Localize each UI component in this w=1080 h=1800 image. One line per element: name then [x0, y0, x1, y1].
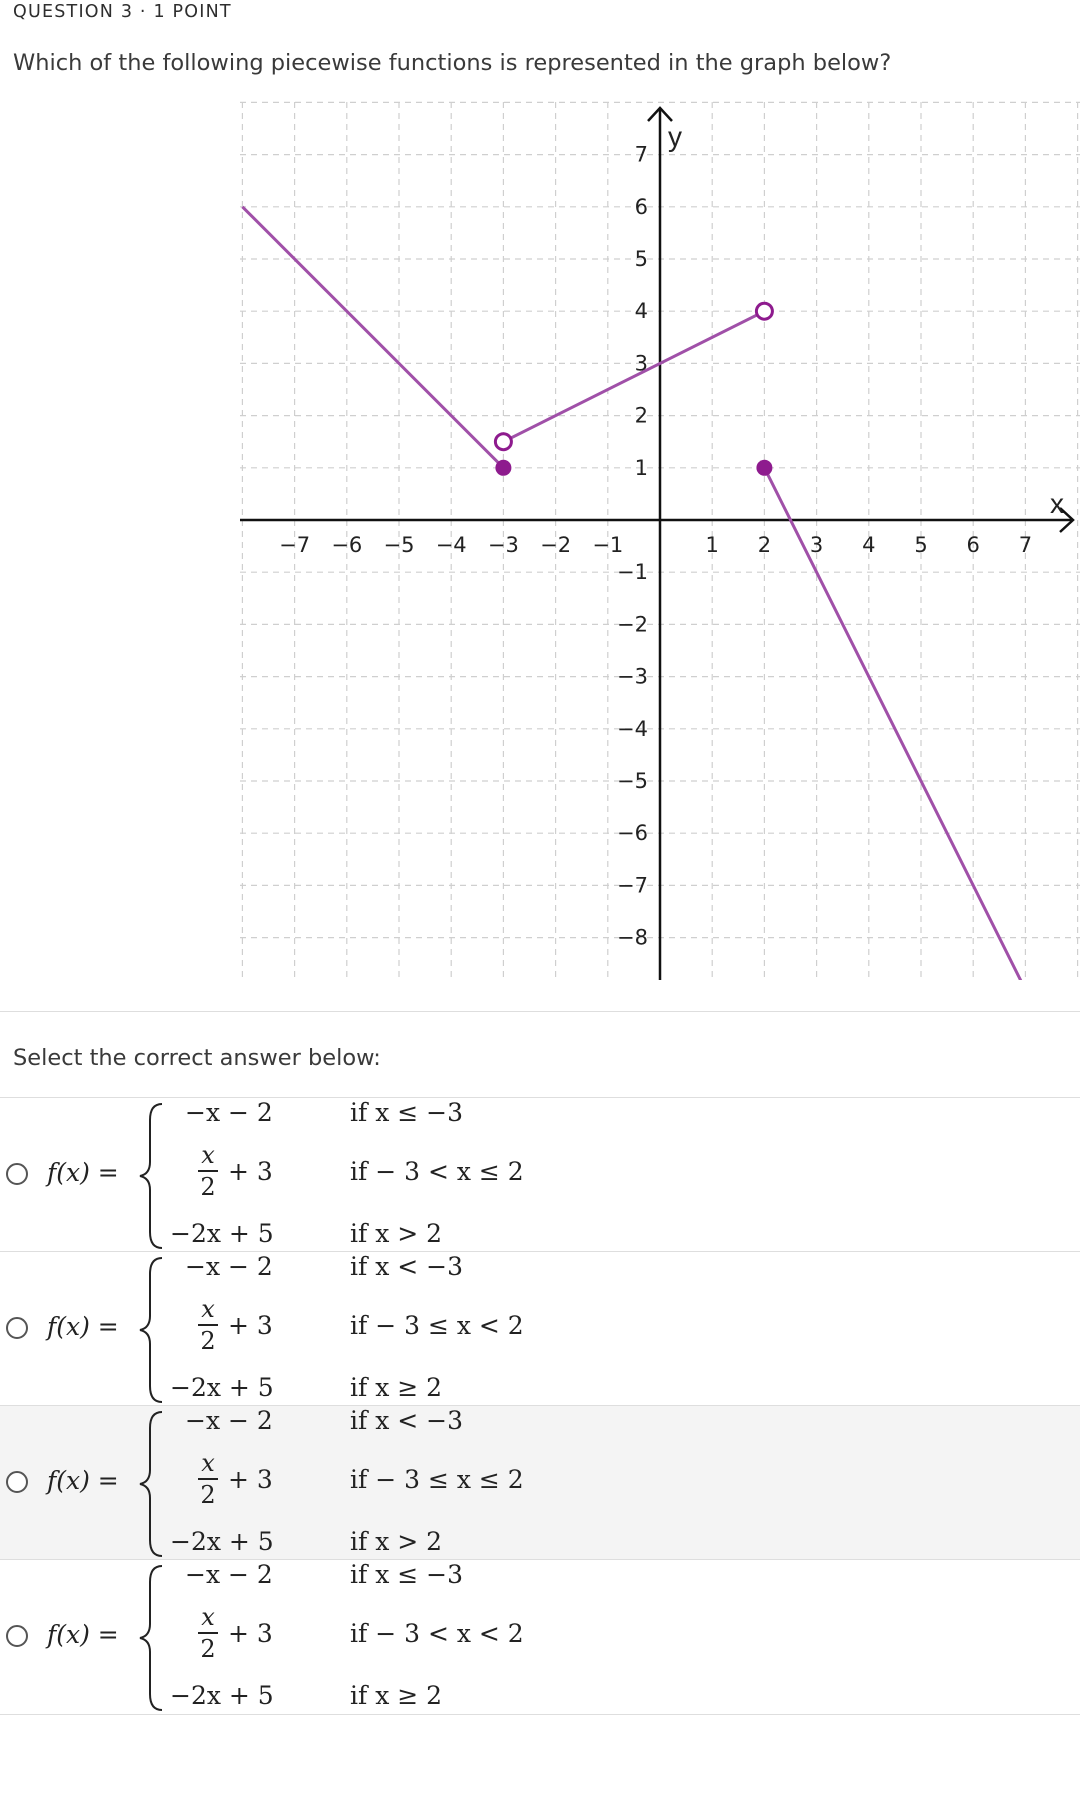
- y-tick-label: −6: [617, 821, 648, 846]
- radio-button[interactable]: [6, 1317, 28, 1339]
- y-tick-label: −2: [617, 612, 648, 637]
- x-tick-label: −4: [435, 533, 467, 557]
- function-label: f(x) =: [47, 1620, 119, 1649]
- y-tick-label: 7: [634, 142, 648, 167]
- left-brace: [138, 1562, 168, 1712]
- piece-1-condition: if x ≤ −3: [350, 1560, 463, 1589]
- y-tick-label: 6: [634, 194, 648, 219]
- fraction-denominator: 2: [200, 1172, 216, 1201]
- left-brace: [138, 1408, 168, 1558]
- piece-3-condition: if x > 2: [350, 1527, 443, 1556]
- open-endpoint: [756, 303, 772, 319]
- left-brace: [138, 1100, 168, 1250]
- fraction-x-over-2: [198, 1142, 218, 1200]
- x-tick-label: −1: [592, 533, 624, 557]
- fraction-x-over-2: [198, 1604, 218, 1662]
- y-axis-label: y: [668, 121, 682, 152]
- function-label: f(x) =: [47, 1312, 119, 1341]
- fraction-denominator: 2: [200, 1480, 216, 1509]
- y-tick-label: −4: [617, 716, 648, 741]
- piece-1-expression: −x − 2: [185, 1098, 273, 1127]
- piece-1-expression: −x − 2: [185, 1406, 273, 1435]
- piece-2-condition: if − 3 ≤ x ≤ 2: [350, 1465, 524, 1494]
- fraction-numerator: x: [201, 1141, 215, 1169]
- piece-2-condition: if − 3 < x ≤ 2: [350, 1157, 524, 1186]
- piece-2-condition: if − 3 ≤ x < 2: [350, 1311, 524, 1340]
- piece-2-expression: + 3: [228, 1157, 273, 1186]
- fraction-denominator: 2: [200, 1326, 216, 1355]
- x-tick-label: 3: [809, 533, 824, 557]
- piece-3-expression: −2x + 5: [170, 1373, 274, 1402]
- piece-2-expression: + 3: [228, 1465, 273, 1494]
- piece-3-condition: if x > 2: [350, 1219, 443, 1248]
- y-tick-label: 3: [634, 351, 648, 376]
- piece-2-expression: + 3: [228, 1311, 273, 1340]
- answer-option-1[interactable]: [0, 1097, 1080, 1252]
- radio-button[interactable]: [6, 1163, 28, 1185]
- open-endpoint: [495, 434, 511, 450]
- y-tick-label: −1: [617, 560, 648, 585]
- y-tick-label: −5: [617, 769, 648, 793]
- fraction-numerator: x: [201, 1449, 215, 1477]
- y-tick-label: 1: [634, 455, 648, 480]
- x-tick-label: −5: [383, 533, 415, 557]
- fraction-x-over-2: [198, 1450, 218, 1508]
- graph-divider: [0, 1011, 1080, 1012]
- piece-2-condition: if − 3 < x < 2: [350, 1619, 524, 1648]
- x-tick-label: 5: [914, 533, 928, 557]
- x-tick-label: −3: [487, 533, 519, 557]
- x-tick-label: 4: [862, 533, 876, 557]
- closed-endpoint: [756, 460, 772, 476]
- answer-option-2[interactable]: [0, 1251, 1080, 1406]
- left-brace: [138, 1254, 168, 1404]
- fraction-denominator: 2: [200, 1634, 216, 1663]
- piece-1-condition: if x < −3: [350, 1252, 463, 1281]
- x-axis-label: x: [1050, 488, 1064, 519]
- piece-3-expression: −2x + 5: [170, 1219, 274, 1248]
- graph-segment-1: [242, 207, 503, 468]
- piece-3-expression: −2x + 5: [170, 1527, 274, 1556]
- x-tick-label: 7: [1018, 533, 1033, 557]
- fraction-x-over-2: [198, 1296, 218, 1354]
- piece-3-condition: if x ≥ 2: [350, 1373, 443, 1402]
- piece-1-expression: −x − 2: [185, 1560, 273, 1589]
- y-tick-label: 5: [634, 247, 648, 271]
- function-label: f(x) =: [47, 1158, 119, 1187]
- x-tick-label: 1: [705, 533, 719, 557]
- x-tick-label: 6: [966, 533, 980, 557]
- fraction-numerator: x: [201, 1295, 215, 1323]
- fraction-numerator: x: [201, 1603, 215, 1631]
- x-tick-label: −7: [279, 533, 311, 557]
- function-label: f(x) =: [47, 1466, 119, 1495]
- y-tick-label: −3: [617, 664, 648, 689]
- x-tick-label: −2: [540, 533, 572, 557]
- y-tick-label: −8: [617, 925, 648, 950]
- closed-endpoint: [495, 460, 511, 476]
- y-tick-label: −7: [617, 873, 648, 898]
- answer-option-4[interactable]: [0, 1559, 1080, 1715]
- answer-option-3[interactable]: [0, 1405, 1080, 1560]
- piece-3-expression: −2x + 5: [170, 1681, 274, 1710]
- y-tick-label: 2: [634, 403, 648, 428]
- y-tick-label: 4: [634, 299, 648, 324]
- x-tick-label: 2: [757, 533, 772, 557]
- radio-button[interactable]: [6, 1471, 28, 1493]
- question-prompt: Which of the following piecewise functions is represented in the graph below?: [13, 50, 892, 76]
- piece-1-expression: −x − 2: [185, 1252, 273, 1281]
- radio-button[interactable]: [6, 1625, 28, 1647]
- piece-2-expression: + 3: [228, 1619, 273, 1648]
- piece-1-condition: if x ≤ −3: [350, 1098, 463, 1127]
- select-answer-label: Select the correct answer below:: [13, 1045, 381, 1071]
- x-tick-label: −6: [331, 533, 363, 557]
- piece-3-condition: if x ≥ 2: [350, 1681, 443, 1710]
- piece-1-condition: if x < −3: [350, 1406, 463, 1435]
- question-header: QUESTION 3 · 1 POINT: [13, 2, 232, 22]
